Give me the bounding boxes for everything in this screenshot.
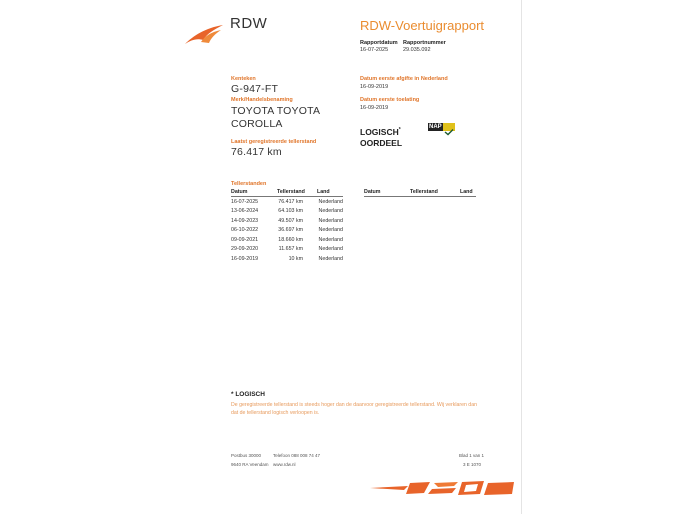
table-row [231, 235, 343, 245]
make-line-2: COROLLA [231, 118, 283, 130]
report-date-label: Rapportdatum [360, 40, 398, 46]
col-odometer: Tellerstand [277, 189, 305, 195]
reading-odometer: 18.660 km [278, 236, 303, 243]
brand-name: RDW [230, 15, 268, 32]
footnote-line-2: dat de tellerstand logisch verloopen is. [231, 410, 320, 416]
table-row [231, 207, 343, 217]
table-row [231, 226, 343, 236]
reading-date: 13-06-2024 [231, 208, 259, 215]
footnote-title: * LOGISCH [231, 391, 265, 398]
table-row [231, 216, 343, 226]
verdict-footnote-mark: * [398, 127, 401, 133]
odometer-label: Laatst geregistreerde tellerstand [231, 139, 317, 145]
reading-country: Nederland [318, 255, 343, 262]
reading-date: 09-09-2021 [231, 236, 259, 243]
footnote-line-1: De geregistreerde tellerstand is steeds hoger dan de daarvoor geregistreerde tellerstand. Wij verklaren dan [231, 402, 477, 408]
reading-country: Nederland [318, 246, 343, 253]
odometer-value: 76.417 km [231, 146, 282, 158]
table-right-divider [364, 196, 476, 197]
reading-country: Nederland [318, 217, 343, 224]
readings-table-left [231, 189, 343, 264]
table-row [231, 197, 343, 207]
reading-odometer: 36.697 km [278, 227, 303, 234]
col-country: Land [317, 189, 330, 195]
plate-label: Kenteken [231, 76, 256, 82]
plate-number: G-947-FT [231, 83, 279, 95]
reading-odometer: 64.103 km [278, 208, 303, 215]
report-number: 29.035.092 [403, 47, 431, 53]
make-label: Merk/Handelsbenaming [231, 97, 293, 103]
verdict-line-2: OORDEEL [360, 137, 403, 148]
first-admission-date: 16-09-2019 [360, 105, 389, 111]
footer-city: 9640 RA Veendam [231, 462, 269, 467]
report-date: 16-07-2025 [360, 47, 389, 53]
reading-date: 14-09-2023 [231, 217, 259, 224]
reading-country: Nederland [318, 208, 343, 215]
reading-date: 16-07-2025 [231, 198, 259, 205]
table-row [231, 245, 343, 255]
reading-odometer: 49.507 km [278, 217, 303, 224]
nap-logo-icon [428, 123, 455, 131]
readings-title: Tellerstanden [231, 181, 267, 187]
page-edge [521, 0, 522, 514]
reading-odometer: 76.417 km [278, 198, 303, 205]
nap-logo-text: NAP [429, 124, 442, 130]
first-nl-label: Datum eerste afgifte in Nederland [360, 76, 448, 82]
make-line-1: TOYOTA TOYOTA [231, 105, 321, 117]
reading-country: Nederland [318, 198, 343, 205]
reading-date: 16-09-2019 [231, 255, 259, 262]
footer-website: www.rdw.nl [273, 462, 296, 467]
col-country-right: Land [460, 189, 473, 195]
check-icon [443, 123, 455, 131]
reading-odometer: 11.657 km [278, 246, 303, 253]
footer-stripe-icon [368, 478, 516, 498]
table-left-divider [231, 196, 343, 197]
col-date: Datum [231, 189, 248, 195]
first-nl-date: 16-09-2019 [360, 84, 389, 90]
reading-date: 06-10-2022 [231, 227, 259, 234]
report-number-label: Rapportnummer [403, 40, 446, 46]
col-date-right: Datum [364, 189, 381, 195]
reading-country: Nederland [318, 227, 343, 234]
first-admission-label: Datum eerste toelating [360, 97, 420, 103]
reading-odometer: 10 km [288, 255, 303, 262]
footer-postbox: Postbus 30000 [231, 453, 262, 458]
table-row [231, 254, 343, 264]
reading-country: Nederland [318, 236, 343, 243]
col-odometer-right: Tellerstand [410, 189, 438, 195]
footer-code: 3 E 1070 [463, 462, 482, 467]
footer-page: Blad 1 van 1 [459, 453, 485, 458]
report-title: RDW-Voertuigrapport [360, 18, 485, 33]
rdw-logo-icon [183, 22, 225, 46]
reading-date: 29-09-2020 [231, 246, 259, 253]
verdict [360, 125, 402, 149]
verdict-line-1: LOGISCH [360, 126, 399, 137]
footer-phone: Telefoon 088 008 74 47 [273, 453, 321, 458]
